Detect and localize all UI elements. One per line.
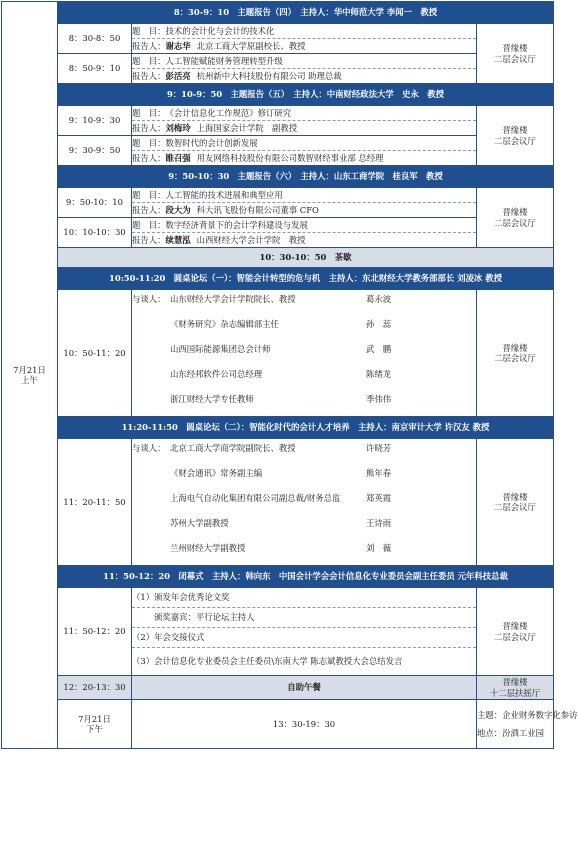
talk-title: 数字经济背景下的会计学科建设与发展 xyxy=(165,220,308,230)
report5-header-row xyxy=(2,84,554,106)
venue-hall: 二层会议厅 xyxy=(494,502,536,512)
day1-pm-date-cell xyxy=(58,700,132,749)
panelist-org: 山西国际能源集团总会计师 xyxy=(170,344,271,354)
speaker-affiliation: 山西财经大学会计学院 教授 xyxy=(196,235,306,245)
venue-building: 晋缘楼 xyxy=(502,207,528,217)
schedule-table xyxy=(1,1,578,749)
panelist-name: 许晓芳 xyxy=(366,443,392,453)
roundtable1-panelists xyxy=(132,290,477,417)
speaker-name: 彭活亮 xyxy=(165,71,191,81)
panelist-name: 郑英霞 xyxy=(366,493,392,503)
speaker-affiliation: 科大讯飞股份有限公司董事 CFO xyxy=(196,205,319,215)
day1-am-date: 7月21日 xyxy=(13,364,46,375)
topic-label: 题 目： xyxy=(132,108,166,118)
report6-talk-2 xyxy=(2,218,554,248)
panelist-org: 《财会通讯》常务副主编 xyxy=(170,468,263,478)
roundtable1-row xyxy=(2,290,554,417)
speaker-name: 刘梅玲 xyxy=(165,123,191,133)
report4-talk-1 xyxy=(2,24,554,54)
panelist-org: 浙江财经大学专任教师 xyxy=(170,394,254,404)
talk-title: 《会计信息化工作规范》修订研究 xyxy=(165,108,292,118)
panelist-name: 季伟伟 xyxy=(366,394,392,404)
lunch-building: 晋缘楼 xyxy=(502,676,528,687)
venue-hall: 二层会议厅 xyxy=(494,217,536,228)
talk-details xyxy=(132,218,477,248)
report4-talk-2 xyxy=(2,54,554,84)
talk-title: 人工智能的技术进展和典型应用 xyxy=(165,190,283,200)
report4-header-row xyxy=(2,2,554,24)
panelist-name: 葛永波 xyxy=(366,294,392,304)
closing-header: 11：50-12：20 闭幕式 主持人：韩向东 中国会计学会会计信息化专业委员会副主任委员 元年科技总裁 xyxy=(58,566,554,588)
lunch-row xyxy=(2,676,554,700)
speaker-affiliation: 北京工商大学原副校长、教授 xyxy=(196,41,306,51)
roundtable2-time: 11：20-11：50 xyxy=(58,439,132,566)
speaker-name: 段大为 xyxy=(165,205,191,215)
report5-talk-1 xyxy=(2,106,554,136)
report6-header-row xyxy=(2,166,554,188)
lunch-venue xyxy=(477,676,554,700)
talk-time: 9：50-10：10 xyxy=(58,188,132,218)
roundtable1-time: 10：50-11：20 xyxy=(58,290,132,417)
talk-time: 9：10-9：30 xyxy=(58,106,132,136)
talk-title: 人工智能赋能财务管理转型升级 xyxy=(165,56,283,66)
roundtable2-row xyxy=(2,439,554,566)
panelist-name: 孙 蕊 xyxy=(366,319,392,329)
panelist-org: 北京工商大学商学院副院长、教授 xyxy=(170,443,296,453)
report5-talk-2 xyxy=(2,136,554,166)
day1-am-period: 上午 xyxy=(21,375,38,385)
talk-title: 数智时代的会计创新发展 xyxy=(165,138,258,148)
venue-hall: 二层会议厅 xyxy=(494,353,536,363)
excursion-row xyxy=(2,700,554,749)
excursion-place-label: 地点： xyxy=(477,728,503,738)
roundtable1-header-row xyxy=(2,268,554,290)
topic-label: 题 目： xyxy=(132,56,166,66)
tea-break: 10：30-10：50 茶歇 xyxy=(58,248,554,268)
venue-cell xyxy=(477,439,554,566)
roundtable2-panelists xyxy=(132,439,477,566)
closing-item: （1）颁发年会优秀论文奖 xyxy=(132,592,230,602)
panelists-label: 与谈人： xyxy=(132,294,166,304)
speaker-name: 续慧泓 xyxy=(165,235,191,245)
panelists-label: 与谈人： xyxy=(132,443,166,453)
excursion-details xyxy=(477,700,578,749)
closing-item: 颁奖嘉宾：平行论坛主持人 xyxy=(132,607,476,627)
speaker-label: 报告人： xyxy=(132,205,166,215)
speaker-name: 睢召强 xyxy=(165,153,191,163)
closing-header-row xyxy=(2,566,554,588)
excursion-topic: 企业财务数字化参访 xyxy=(502,710,578,720)
report6-talk-1 xyxy=(2,188,554,218)
lunch-hall: 十二层扶摇厅 xyxy=(489,687,541,698)
talk-details xyxy=(132,54,477,84)
talk-time: 8：30-8：50 xyxy=(58,24,132,54)
panelist-org: 上海电气自动化集团有限公司副总裁/财务总监 xyxy=(170,493,341,503)
roundtable2-header: 11:20-11:50 圆桌论坛（二）：智能化时代的会计人才培养 主持人：南京审计大学 许汉友 教授 xyxy=(58,417,554,439)
speaker-affiliation: 用友网络科技股份有限公司数智财经事业部 总经理 xyxy=(196,153,384,163)
closing-item: （2）年会交接仪式 xyxy=(132,627,476,647)
panelist-name: 王诗雨 xyxy=(366,518,392,528)
closing-item: （3）会计信息化专业委员会主任委员\东南大学 陈志斌教授大会总结发言 xyxy=(132,647,476,675)
venue-hall: 二层会议厅 xyxy=(494,53,536,64)
roundtable2-header-row xyxy=(2,417,554,439)
venue-building: 晋缘楼 xyxy=(502,43,528,53)
talk-details xyxy=(132,188,477,218)
speaker-label: 报告人： xyxy=(132,123,166,133)
speaker-affiliation: 上海国家会计学院 副教授 xyxy=(196,123,298,133)
talk-details xyxy=(132,24,477,54)
closing-items xyxy=(132,588,477,676)
speaker-label: 报告人： xyxy=(132,235,166,245)
topic-label: 题 目： xyxy=(132,220,166,230)
panelist-name: 陈绪龙 xyxy=(366,369,392,379)
speaker-label: 报告人： xyxy=(132,71,166,81)
topic-label: 题 目： xyxy=(132,26,166,36)
talk-details xyxy=(132,106,477,136)
panelist-org: 《财务研究》杂志编辑部主任 xyxy=(170,319,279,329)
venue-cell xyxy=(477,290,554,417)
venue-building: 晋缘楼 xyxy=(502,491,528,502)
panelist-org: 苏州大学副教授 xyxy=(170,518,229,528)
report5-header: 9：10-9：50 主题报告（五） 主持人：中南财经政法大学 史永 教授 xyxy=(58,84,554,106)
venue-cell xyxy=(477,106,554,166)
excursion-topic-label: 主题： xyxy=(477,710,503,720)
talk-details xyxy=(132,136,477,166)
panelist-org: 山东财经大学会计学院院长、教授 xyxy=(170,294,296,304)
tea-break-row xyxy=(2,248,554,268)
panelist-name: 熊年春 xyxy=(366,468,392,478)
speaker-affiliation: 杭州新中大科技股份有限公司 助理总裁 xyxy=(196,71,342,81)
panelist-name: 武 鹏 xyxy=(366,344,392,354)
speaker-label: 报告人： xyxy=(132,41,166,51)
topic-label: 题 目： xyxy=(132,190,166,200)
venue-building: 晋缘楼 xyxy=(502,621,528,631)
topic-label: 题 目： xyxy=(132,138,166,148)
closing-row xyxy=(2,588,554,676)
venue-cell xyxy=(477,588,554,676)
lunch-time: 12：20-13：30 xyxy=(58,676,132,700)
talk-time: 10：10-10：30 xyxy=(58,218,132,248)
lunch-label: 自助午餐 xyxy=(132,676,477,700)
panelist-org: 兰州财经大学副教授 xyxy=(170,543,246,553)
venue-hall: 二层会议厅 xyxy=(494,135,536,146)
day1-am-date-cell xyxy=(2,2,58,749)
speaker-label: 报告人： xyxy=(132,153,166,163)
report4-header: 8：30-9：10 主题报告（四） 主持人：华中师范大学 李闻一 教授 xyxy=(58,2,554,24)
report6-header: 9：50-10：30 主题报告（六） 主持人：山东工商学院 桂良军 教授 xyxy=(58,166,554,188)
roundtable1-header: 10:50-11:20 圆桌论坛（一）：智能会计转型的危与机 主持人：东北财经大学教务部部长 刘凌冰 教授 xyxy=(58,268,554,290)
excursion-place: 汾酒工业园 xyxy=(502,728,544,738)
venue-cell xyxy=(477,188,554,248)
excursion-time: 13：30-19：30 xyxy=(132,700,477,749)
closing-time: 11：50-12：20 xyxy=(58,588,132,676)
day1-pm-period: 下午 xyxy=(86,724,103,734)
day1-pm-date: 7月21日 xyxy=(78,713,111,724)
venue-building: 晋缘楼 xyxy=(502,125,528,135)
venue-hall: 二层会议厅 xyxy=(494,631,536,642)
speaker-name: 谢志华 xyxy=(165,41,191,51)
talk-title: 技术的会计化与会计的技术化 xyxy=(165,26,275,36)
talk-time: 9：30-9：50 xyxy=(58,136,132,166)
talk-time: 8：50-9：10 xyxy=(58,54,132,84)
panelist-org: 山东经邦软件公司总经理 xyxy=(170,369,263,379)
venue-cell xyxy=(477,24,554,84)
panelist-name: 刘 薇 xyxy=(366,543,392,553)
venue-building: 晋缘楼 xyxy=(502,342,528,353)
